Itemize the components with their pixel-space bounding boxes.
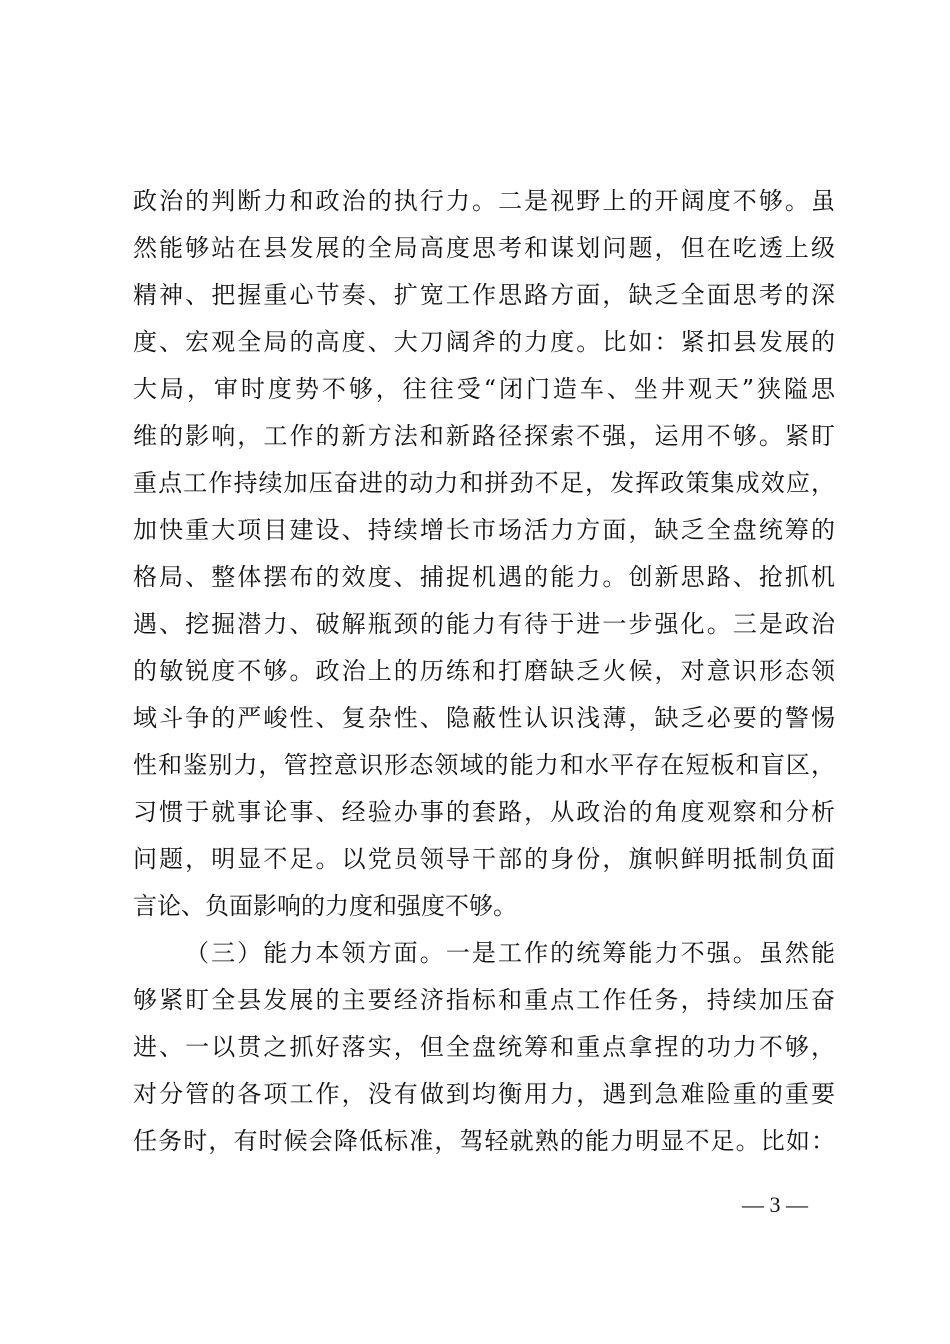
text-line: 度、宏观全局的高度、大刀阔斧的力度。比如：紧扣县发展的 [133, 328, 835, 356]
text-line: 域斗争的严峻性、复杂性、隐蔽性认识浅薄，缺乏必要的警惕 [133, 704, 835, 732]
text-line: 精神、把握重心节奏、扩宽工作思路方面，缺乏全面思考的深 [133, 281, 835, 309]
section-heading-line: （三）能力本领方面。一是工作的统筹能力不强。虽然能 [185, 939, 835, 967]
text-line: 格局、整体摆布的效度、捕捉机遇的能力。创新思路、抢抓机 [133, 563, 835, 591]
text-line: 然能够站在县发展的全局高度思考和谋划问题，但在吃透上级 [133, 234, 835, 262]
text-line: 性和鉴别力，管控意识形态领域的能力和水平存在短板和盲区， [133, 751, 835, 779]
text-line: 重点工作持续加压奋进的动力和拼劲不足，发挥政策集成效应， [133, 469, 835, 497]
text-line: 遇、挖掘潜力、破解瓶颈的能力有待于进一步强化。三是政治 [133, 610, 835, 638]
text-line: 的敏锐度不够。政治上的历练和打磨缺乏火候，对意识形态领 [133, 657, 835, 685]
text-line: 维的影响，工作的新方法和新路径探索不强，运用不够。紧盯 [133, 422, 835, 450]
text-line: 政治的判断力和政治的执行力。二是视野上的开阔度不够。虽 [133, 187, 835, 215]
paragraph-end-line: 言论、负面影响的力度和强度不够。 [133, 892, 517, 920]
text-line: 加快重大项目建设、持续增长市场活力方面，缺乏全盘统筹的 [133, 516, 835, 544]
text-line: 任务时，有时候会降低标准，驾轻就熟的能力明显不足。比如： [133, 1127, 835, 1155]
text-line: 习惯于就事论事、经验办事的套路，从政治的角度观察和分析 [133, 798, 835, 826]
text-line: 问题，明显不足。以党员领导干部的身份，旗帜鲜明抵制负面 [133, 845, 835, 873]
page-number: — 3 — [742, 1192, 808, 1217]
text-line: 对分管的各项工作，没有做到均衡用力，遇到急难险重的重要 [133, 1080, 835, 1108]
text-line: 大局，审时度势不够，往往受“闭门造车、坐井观天”狭隘思 [133, 375, 835, 403]
text-line: 进、一以贯之抓好落实，但全盘统筹和重点拿捏的功力不够， [133, 1033, 835, 1061]
document-body [133, 178, 835, 1165]
text-line: 够紧盯全县发展的主要经济指标和重点工作任务，持续加压奋 [133, 986, 835, 1014]
